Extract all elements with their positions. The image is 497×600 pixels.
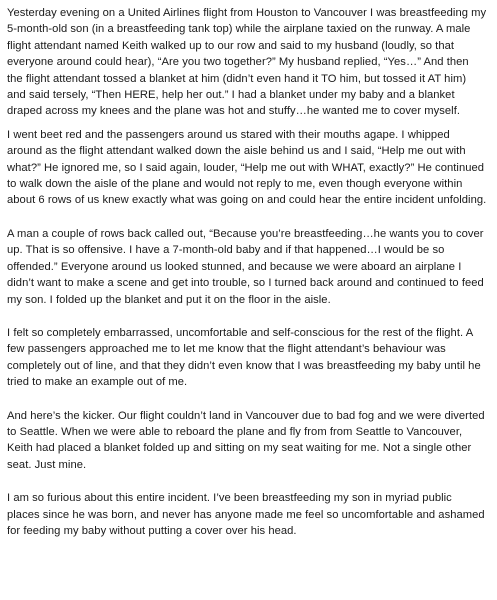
paragraph-3: A man a couple of rows back called out, “Because you’re breastfeeding…he wants you to cover up. That is so offensive. I have a 7-month-old baby and if that happened…I would be so offended.” Everyone around us looked stunned, and because we were aboard an airplane I didn’t want to make a scene and get into trouble, so I turned back around and continued to feed my son. I folded up the blanket and put it on the floor in the aisle. [7,227,484,306]
paragraph-5: And here’s the kicker. Our flight couldn’t land in Vancouver due to bad fog and we were diverted to Seattle. When we were able to reboard the plane and fly from from Seattle to Vancouver, Keith had placed a blanket folded up and sitting on my seat waiting for me. Not a single other seat. Just mine. [7,409,485,471]
paragraph-1: Yesterday evening on a United Airlines flight from Houston to Vancouver I was breastfeeding my 5-month-old son (in a breastfeeding tank top) while the airplane taxied on the runway. A male flight attendant named Keith walked up to our row and said to my husband (loudly, so that everyone around could hear), “Are you two together?” My husband replied, “Yes…” And then the flight attendant tossed a blanket at him (didn’t even hand it TO him, but tossed it AT him) and said tersely, “Then HERE, help her out.” I had a blanket under my baby and a blanket draped across my knees and the plane was hot and stuffy…he wanted me to cover myself. [7,7,487,118]
paragraph-2: I went beet red and the passengers around us stared with their mouths agape. I whipped around as the flight attendant walked down the aisle behind us and I said, “Help me out with what?” He ignored me, so I said again, louder, “Help me out with WHAT, exactly?” He continued to walk down the aisle of the plane and would not reply to me, even though everyone within about 6 rows of us knew exactly what was going on and could hear the entire incident unfolding. [7,128,487,207]
paragraph-6: I am so furious about this entire incident. I’ve been breastfeeding my son in myriad public places since he was born, and never has anyone made me feel so uncomfortable and ashamed for feeding my baby without putting a cover over his head. [7,492,485,537]
paragraph-4: I felt so completely embarrassed, uncomfortable and self-conscious for the rest of the flight. A few passengers approached me to let me know that the flight attendant’s behaviour was completely out of line, and that they didn’t even know that I was breastfeeding my baby until he tried to make an example out of me. [7,326,481,389]
